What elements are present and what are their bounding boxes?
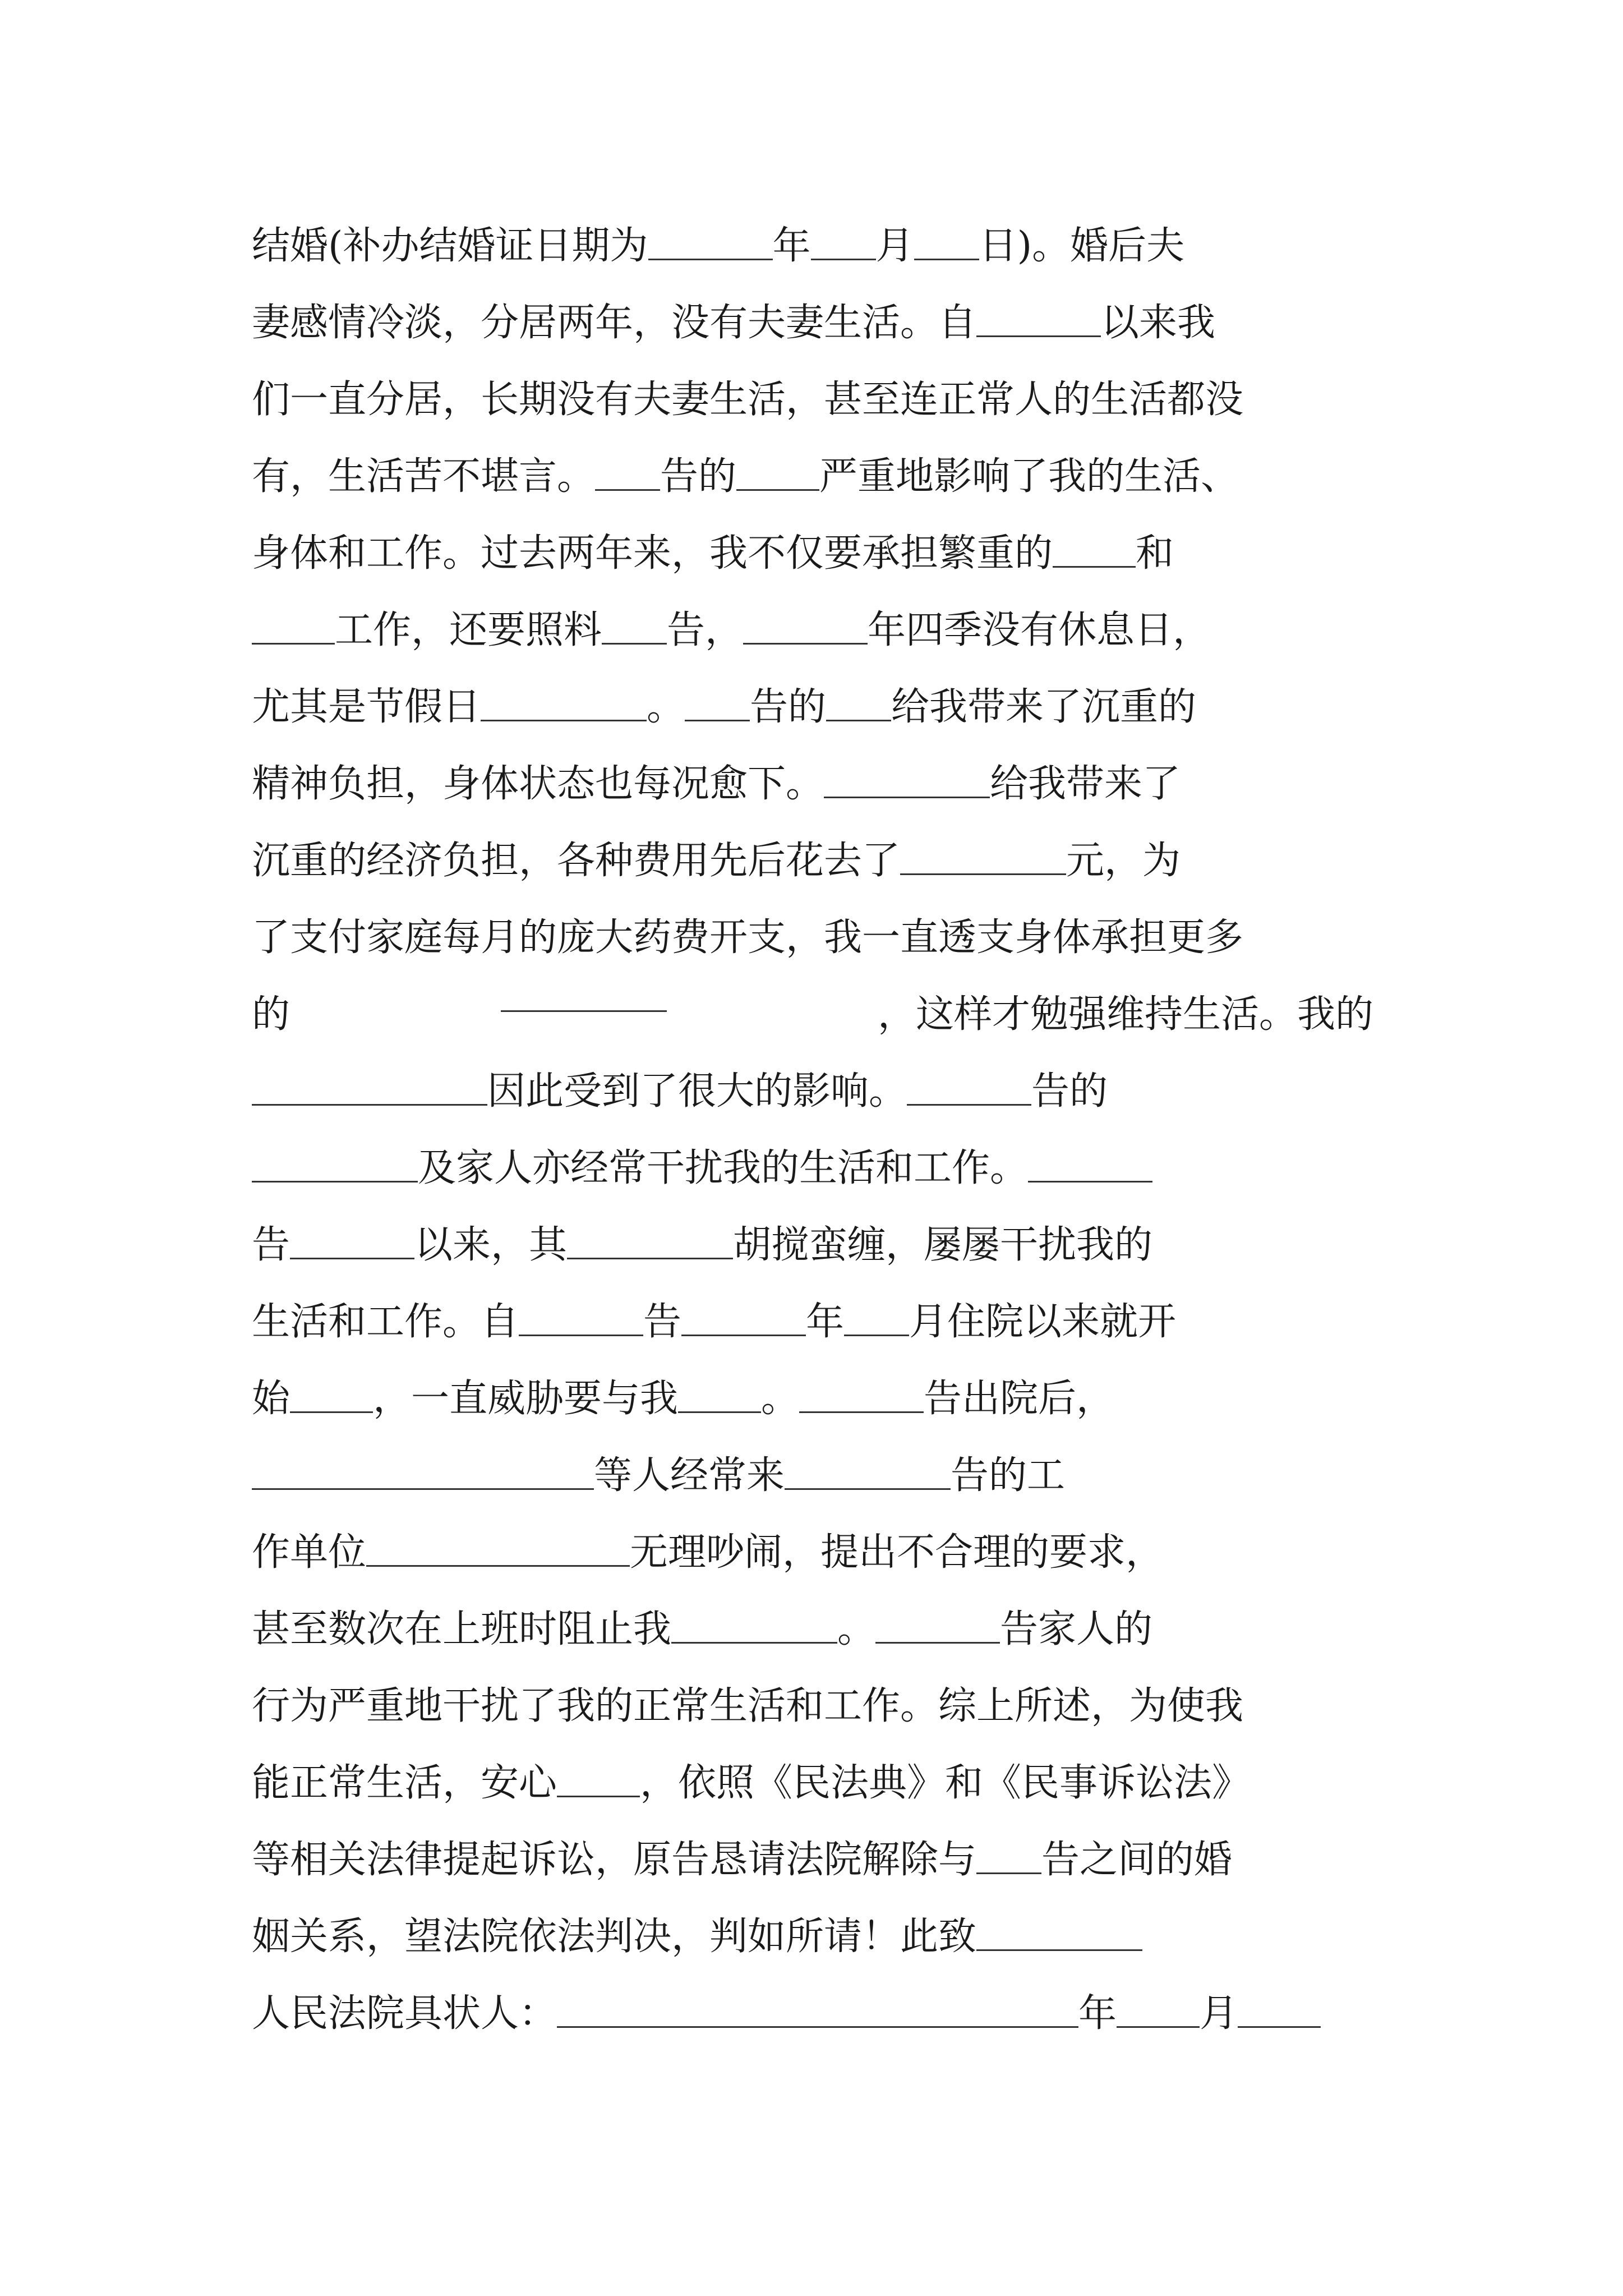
- blank-field: [557, 1992, 1078, 2028]
- text-line: 精神负担，身体状态也每况愈下。 给我带来了: [252, 762, 1181, 806]
- blank-field: [1117, 1992, 1200, 2028]
- blank-field: [1053, 532, 1136, 568]
- blank-field: [557, 1761, 640, 1797]
- text-line: 妻感情冷淡，分居两年，没有夫妻生活。自 以来我: [252, 301, 1216, 345]
- blank-field: [799, 1377, 924, 1413]
- text-line: 等人经常来 告的工: [252, 1437, 1373, 1514]
- blank-field: [811, 224, 876, 260]
- blank-field: [1028, 1147, 1152, 1182]
- blank-field: [678, 1377, 761, 1413]
- text-line: 尤其是节假日 。 告的 给我带来了沉重的: [252, 685, 1197, 729]
- blank-field: [736, 455, 819, 491]
- blank-field: [1238, 1992, 1321, 2028]
- text-line: 作单位 无理吵闹，提出不合理的要求，: [252, 1530, 1164, 1575]
- text-line: 生活和工作。自 告 年 月住院以来就开: [252, 1300, 1177, 1344]
- blank-field: [914, 224, 979, 260]
- blank-field: [681, 1300, 806, 1336]
- text-line: 告 以来，其 胡搅蛮缠，屡屡干扰我的: [252, 1223, 1153, 1267]
- blank-field: [252, 1147, 418, 1182]
- blank-field: [252, 1070, 487, 1106]
- blank-field: [366, 1531, 630, 1567]
- blank-field: [824, 762, 990, 798]
- blank-field: [907, 1070, 1031, 1106]
- text-line: 始 ，一直威胁要与我 。 告出院后，: [252, 1377, 1115, 1421]
- blank-field: [481, 685, 647, 721]
- text-line: 了支付家庭每月的庞大药费开支，我一直透支身体承担更多: [252, 915, 1244, 960]
- blank-field: [252, 609, 335, 645]
- text-line: 及家人亦经常干扰我的生活和工作。: [252, 1130, 1373, 1207]
- text-line: 沉重的经济负担，各种费用先后花去了 元，为: [252, 839, 1181, 883]
- blank-field: [567, 1223, 733, 1259]
- text-line: 工作，还要照料 告， 年四季没有休息日，: [252, 592, 1373, 669]
- text-line: 行为严重地干扰了我的正常生活和工作。综上所述，为使我: [252, 1684, 1244, 1728]
- text-line: 姻关系，望法院依法判决，判如所请！此致: [252, 1898, 1373, 1975]
- blank-field: [685, 685, 750, 721]
- blank-field: [595, 455, 660, 491]
- text-line: 身体和工作。过去两年来，我不仅要承担繁重的 和: [252, 531, 1174, 576]
- blank-field: [648, 224, 773, 260]
- blank-field: [501, 976, 667, 1012]
- blank-field: [743, 609, 868, 645]
- blank-field: [252, 1454, 594, 1490]
- text-line: 的 ，这样才勉强维持生活。我的: [252, 976, 1373, 1053]
- blank-field: [875, 1608, 1000, 1644]
- blank-field: [976, 1838, 1041, 1874]
- text-line: 们一直分居，长期没有夫妻生活，甚至连正常人的生活都没: [252, 378, 1244, 422]
- blank-field: [602, 609, 667, 645]
- blank-field: [785, 1454, 951, 1490]
- text-line: 等相关法律提起诉讼，原告恳请法院解除与 告之间的婚: [252, 1838, 1233, 1882]
- document-body: [252, 208, 1373, 2052]
- text-line: 人民法院具状人： 年 月: [252, 1975, 1373, 2052]
- text-line: 结婚(补办结婚证日期为 年 月 日)。婚后夫: [252, 224, 1185, 268]
- text-line: 有，生活苦不堪言。 告的 严重地影响了我的生活、: [252, 454, 1239, 499]
- blank-field: [844, 1300, 909, 1336]
- blank-field: [900, 839, 1066, 875]
- blank-field: [671, 1608, 837, 1644]
- blank-field: [290, 1223, 414, 1259]
- blank-field: [519, 1300, 643, 1336]
- blank-field: [290, 1377, 373, 1413]
- text-line: 因此受到了很大的影响。 告的: [252, 1053, 1373, 1130]
- blank-field: [826, 685, 891, 721]
- text-line: 能正常生活，安心 ，依照《民法典》和《民事诉讼法》: [252, 1761, 1251, 1805]
- text-line: 甚至数次在上班时阻止我 。 告家人的: [252, 1607, 1153, 1651]
- blank-field: [976, 301, 1101, 337]
- blank-field: [976, 1915, 1142, 1951]
